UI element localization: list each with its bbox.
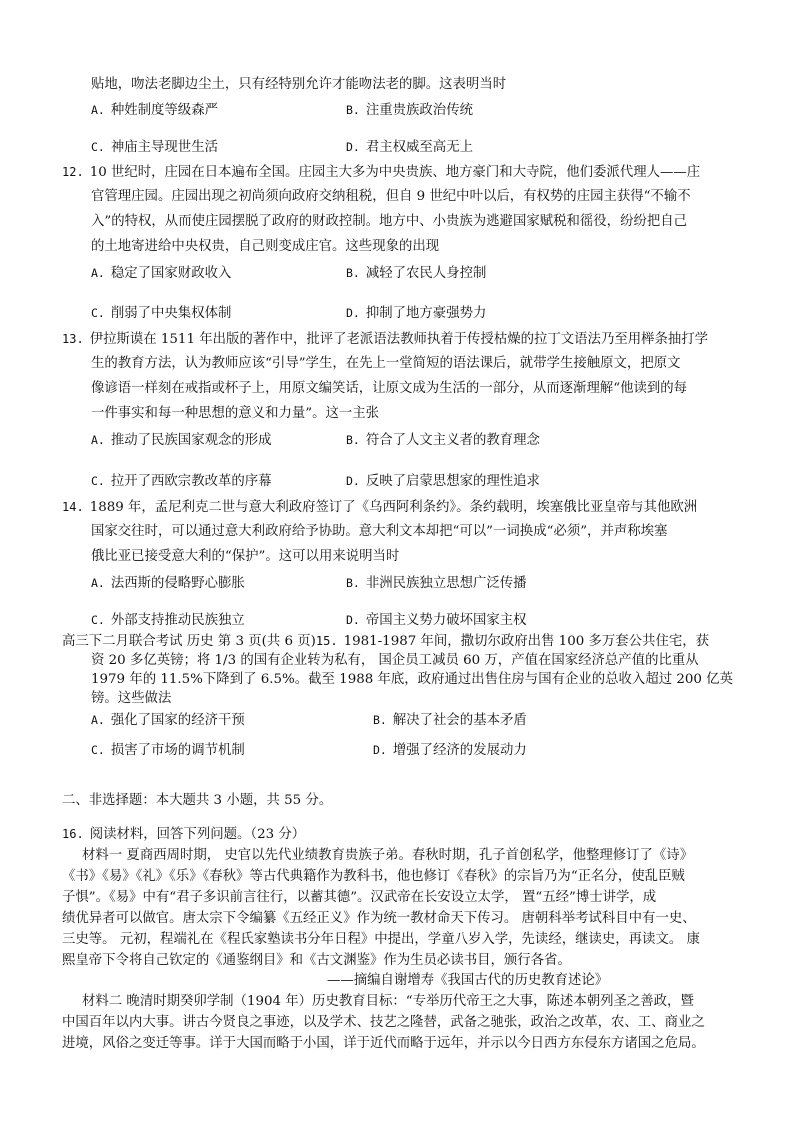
q16-material1-line-1: 材料一 夏商西周时期， 史官以先代业绩教育贵族子弟。春秋时期，孔子首创私学，他整理修订了《诗》	[82, 848, 694, 863]
q16-prompt: 16. 阅读材料，回答下列问题。（23 分）	[62, 827, 306, 842]
q16-material1-line-2: 《书》《易》《礼》《乐》《春秋》等古代典籍作为教科书，他也修订《春秋》的宗旨乃为“正名分，使乱臣贼	[62, 869, 685, 884]
option-text: 君主权威至高无上	[365, 140, 473, 155]
q14-option-a[interactable]	[91, 574, 245, 593]
option-letter: C.	[91, 743, 105, 757]
q13-line-1: 13. 伊拉斯谟在 1511 年出版的著作中，批评了老派语法教师执着于传授枯燥的拉丁文语法乃至用榉条抽打学	[62, 332, 709, 347]
option-text: 种姓制度等级森严	[110, 103, 218, 118]
q15-line-3: 1979 年的 11.5%下降到了 6.5%。截至 1988 年底，政府通过出售住房与国有企业的总收入超过 200 亿英	[91, 672, 733, 687]
option-text: 法西斯的侵略野心膨胀	[110, 576, 245, 591]
option-text: 削弱了中央集权体制	[110, 306, 232, 321]
option-text: 抑制了地方豪强势力	[365, 306, 487, 321]
q12-line-4: 的土地寄进给中央权贵，自己则变成庄官。这些现象的出现	[91, 239, 440, 254]
q15-line-2: 资 20 多亿英镑；将 1/3 的国有企业转为私有， 国企员工减员 60 万，产值在国家经济总产值的比重从	[91, 653, 699, 668]
question-number: 14.	[62, 500, 84, 514]
option-text: 神庙主导现世生活	[110, 140, 218, 155]
q12-line-1: 12. 10 世纪时，庄园在日本遍布全国。庄园主大多为中央贵族、地方豪门和大寺院，他们委派代理人——庄	[62, 165, 701, 180]
option-letter: D.	[373, 743, 387, 757]
q15-option-b[interactable]	[373, 711, 527, 730]
option-letter: A.	[91, 433, 105, 447]
q12-option-d[interactable]	[346, 304, 486, 323]
page-footer: 高三下二月联合考试 历史 第 3 页(共 6 页)	[62, 634, 316, 649]
q11-option-d[interactable]	[346, 138, 473, 157]
option-letter: D.	[346, 140, 360, 154]
q13-line-3: 像谚语一样刻在戒指或杯子上，用原文编笑话，让原文成为生活的一部分，从而逐渐理解“他读到的每	[91, 381, 688, 396]
option-letter: A.	[91, 103, 105, 117]
option-letter: C.	[91, 474, 105, 488]
q13-option-a[interactable]	[91, 431, 272, 450]
option-text: 拉开了西欧宗教改革的序幕	[110, 474, 272, 489]
option-text: 损害了市场的调节机制	[110, 743, 245, 758]
q15-option-a[interactable]	[91, 711, 245, 730]
q15-line-4: 镑。这些做法	[91, 691, 172, 706]
option-letter: C.	[91, 613, 105, 627]
q13-option-b[interactable]	[346, 431, 540, 450]
question-number: 15.	[315, 634, 338, 648]
q11-option-a[interactable]	[91, 101, 218, 120]
q11-stem-tail: 贴地，吻法老脚边尘土，只有经特别允许才能吻法老的脚。这表明当时	[91, 77, 507, 92]
question-number: 16.	[62, 827, 84, 841]
option-letter: A.	[91, 713, 105, 727]
page-footer-and-q15-line-1: 高三下二月联合考试 历史 第 3 页(共 6 页)15. 1981-1987 年间，撒切尔政府出售 100 多万套公共住宅，获	[62, 634, 710, 649]
q11-option-b[interactable]	[346, 101, 473, 120]
question-number: 12.	[62, 165, 84, 179]
option-letter: C.	[91, 140, 105, 154]
section-heading: 二、非选择题：本大题共 3 小题，共 55 分。	[62, 793, 333, 808]
option-text: 注重贵族政治传统	[365, 103, 473, 118]
option-letter: D.	[346, 613, 360, 627]
q13-line-2: 生的教育方法，认为教师应该“引导”学生，在先上一堂简短的语法课后，就带学生接触原文，把原文	[91, 356, 681, 371]
option-letter: A.	[91, 266, 105, 280]
q16-material2-line-2: 中国百年以内大事。讲古今贤良之事迹，以及学术、技艺之隆替，武备之驰张，政治之改革，农、工、商业之	[62, 1015, 705, 1030]
q12-option-b[interactable]	[346, 264, 486, 283]
option-text: 反映了启蒙思想家的理性追求	[365, 474, 540, 489]
option-letter: D.	[346, 474, 360, 488]
option-text: 减轻了农民人身控制	[365, 266, 487, 281]
q12-option-c[interactable]	[91, 304, 231, 323]
option-text: 解决了社会的基本矛盾	[392, 713, 527, 728]
option-letter: A.	[91, 576, 105, 590]
option-text: 强化了国家的经济干预	[110, 713, 245, 728]
option-text: 稳定了国家财政收入	[110, 266, 232, 281]
q13-option-c[interactable]	[91, 472, 272, 491]
option-text: 帝国主义势力破坏国家主权	[365, 613, 527, 628]
q16-material2-line-1: 材料二 晚清时期癸卯学制（1904 年）历史教育目标：“专举历代帝王之大事，陈述本朝列圣之善政，暨	[82, 994, 694, 1009]
q13-option-d[interactable]	[346, 472, 540, 491]
option-text: 推动了民族国家观念的形成	[110, 433, 272, 448]
q16-material1-line-5: 三史等。 元初，程端礼在《程氏家塾读书分年日程》中提出，学童八岁入学，先读经，继读史，再读文。 康	[62, 932, 700, 947]
q14-line-3: 俄比亚已接受意大利的“保护”。这可以用来说明当时	[91, 549, 400, 564]
q14-option-d[interactable]	[346, 611, 527, 630]
option-letter: B.	[346, 576, 360, 590]
q12-line-3: 入”的特权，从而使庄园摆脱了政府的财政控制。地方中、小贵族为逃避国家赋税和徭役，纷纷把自己	[91, 214, 688, 229]
q16-material1-source: ——摘编自谢增寿《我国古代的历史教育述论》	[327, 973, 609, 988]
option-letter: C.	[91, 306, 105, 320]
q16-material1-line-3: 子惧”。《易》中有“君子多识前言往行，以蓄其德”。汉武帝在长安设立太学， 置“五经”博士讲学，成	[62, 890, 657, 905]
q15-option-c[interactable]	[91, 741, 245, 760]
q14-option-b[interactable]	[346, 574, 527, 593]
option-letter: B.	[346, 266, 360, 280]
q12-line-2: 官管理庄园。庄园出现之初尚须向政府交纳租税，但自 9 世纪中叶以后，有权势的庄园主获得“不输不	[91, 189, 691, 204]
option-letter: B.	[346, 103, 360, 117]
q16-material1-line-4: 绩优异者可以做官。唐太宗下令编纂《五经正义》作为统一教材命天下传习。 唐朝科举考试科目中有一史、	[62, 911, 696, 926]
q14-option-c[interactable]	[91, 611, 245, 630]
option-letter: B.	[373, 713, 387, 727]
q11-option-c[interactable]	[91, 138, 218, 157]
option-letter: B.	[346, 433, 360, 447]
option-text: 非洲民族独立思想广泛传播	[365, 576, 527, 591]
q14-line-1: 14. 1889 年，孟尼利克二世与意大利政府签订了《乌西阿利条约》。条约载明，埃塞俄比亚皇帝与其他欧洲	[62, 500, 698, 515]
q14-line-2: 国家交往时，可以通过意大利政府给予协助。意大利文本却把“可以”一词换成“必须”，并声称埃塞	[91, 524, 668, 539]
option-text: 增强了经济的发展动力	[392, 743, 527, 758]
q16-material2-line-3: 进境，风俗之变迁等事。详于大国而略于小国，详于近代而略于远年，并示以今日西方东侵东方诸国之危局。	[62, 1036, 705, 1051]
q16-material1-line-6: 熙皇帝下令将自己钦定的《通鉴纲目》和《古文渊鉴》作为生员必读书目，颁行各省。	[62, 953, 571, 968]
option-text: 外部支持推动民族独立	[110, 613, 245, 628]
option-letter: D.	[346, 306, 360, 320]
option-text: 符合了人文主义者的教育理念	[365, 433, 540, 448]
q15-option-d[interactable]	[373, 741, 527, 760]
q12-option-a[interactable]	[91, 264, 231, 283]
q13-line-4: 一件事实和每一种思想的意义和力量”。这一主张	[91, 406, 380, 421]
question-number: 13.	[62, 332, 84, 346]
